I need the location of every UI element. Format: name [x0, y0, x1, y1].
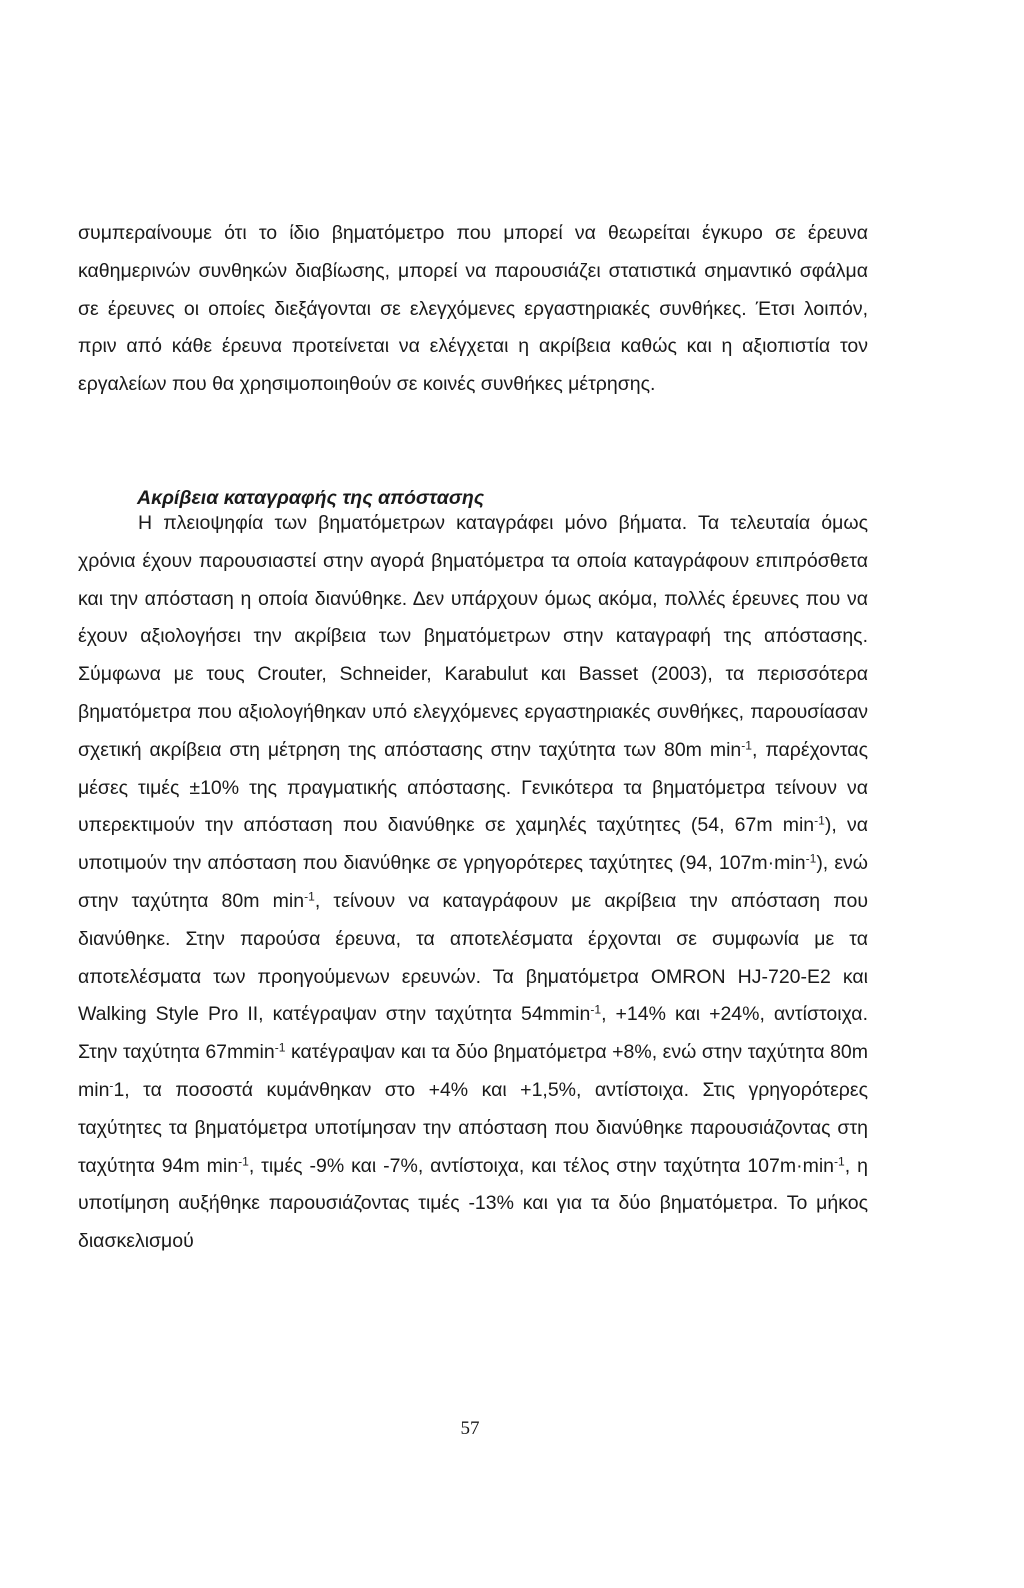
text-run: , τιμές -9% και -7%, αντίστοιχα, και τέλος στην ταχύτητα 107m·min [248, 1154, 835, 1177]
superscript: -1 [805, 851, 817, 866]
superscript: -1 [741, 738, 752, 753]
text-run: , τείνουν να καταγράφουν με ακρίβεια την απόσταση που διανύθηκε. Στην παρούσα έρευνα, τα αποτελέσματα έρχονται σε συμφωνία με τα αποτελέσματα των προηγούμενων ερευνών. Τα βηματόμετρα OMRON HJ-720-E2 και Walking Style Pro II, κατέγραψαν στην ταχύτητα 54mmin [78, 889, 868, 1026]
text-run: Η πλειοψηφία των βηματόμετρων καταγράφει μόνο βήματα. Τα τελευταία όμως χρόνια έχουν παρουσιαστεί στην αγορά βηματόμετρα τα οποία καταγράφουν επιπρόσθετα και την απόσταση η οποία διανύθηκε. Δεν υπάρχουν όμως ακόμα, πολλές έρευνες που να έχουν αξιολογήσει την ακρίβεια των βηματόμετρων στην καταγραφή της απόστασης. Σύμφωνα με τους Crouter, Schneider, Karabulut και Basset (2003), τα περισσότερα βηματόμετρα που αξιολογήθηκαν υπό ελεγχόμενες εργαστηριακές συνθήκες, παρουσίασαν σχετική ακρίβεια στη μέτρηση της απόστασης στην ταχύτητα των 80m min [78, 512, 868, 761]
body-paragraph-2 [78, 505, 868, 1261]
text-run: , παρέχοντας μέσες τιμές ±10% της πραγματικής απόστασης. Γενικότερα τα βηματόμετρα τείνουν να υπερεκτιμούν την απόσταση που διανύθηκε σε χαμηλές ταχύτητες (54, 67m min [78, 738, 868, 837]
superscript: - [109, 1078, 114, 1093]
body-paragraph-1 [78, 215, 868, 404]
text-run: κατέγραψαν και τα δύο βηματόμετρα +8%, ενώ στην ταχύτητα 80m min [78, 1041, 868, 1101]
text-run: ), ενώ στην ταχύτητα 80m min [78, 852, 868, 912]
superscript: -1 [590, 1002, 602, 1017]
superscript: -1 [238, 1153, 249, 1168]
text-run: , η υποτίμηση αυξήθηκε παρουσιάζοντας τιμές -13% και για τα δύο βηματόμετρα. Το μήκος διασκελισμού [78, 1154, 868, 1253]
text-run: ), να υποτιμούν την απόσταση που διανύθηκε σε γρηγορότερες ταχύτητες (94, 107m·min [78, 814, 868, 875]
page-number: 57 [460, 1418, 480, 1439]
section-heading: Ακρίβεια καταγραφής της απόστασης [137, 487, 485, 509]
superscript: -1 [834, 1153, 845, 1168]
superscript: -1 [274, 1040, 286, 1055]
paragraph-text [78, 505, 868, 1261]
superscript: -1 [304, 889, 315, 904]
text-run: 1, τα ποσοστά κυμάνθηκαν στο +4% και +1,5%, αντίστοιχα. Στις γρηγορότερες ταχύτητες τα βηματόμετρα υποτίμησαν την απόσταση που διανύθηκε παρουσιάζοντας στη ταχύτητα 94m min [78, 1078, 868, 1177]
text-run: , +14% και +24%, αντίστοιχα. Στην ταχύτητα 67mmin [78, 1003, 869, 1064]
superscript: -1 [814, 813, 825, 828]
paragraph-text: συμπεραίνουμε ότι το ίδιο βηματόμετρο που μπορεί να θεωρείται έγκυρο σε έρευνα καθημερινών συνθηκών διαβίωσης, μπορεί να παρουσιάζει στατιστικά σημαντικό σφάλμα σε έρευνες οι οποίες διεξάγονται σε ελεγχόμενες εργαστηριακές συνθήκες. Έτσι λοιπόν, πριν από κάθε έρευνα προτείνεται να ελέγχεται η ακρίβεια καθώς και η αξιοπιστία τον εργαλείων που θα χρησιμοποιηθούν σε κοινές συνθήκες μέτρησης. [78, 222, 868, 396]
